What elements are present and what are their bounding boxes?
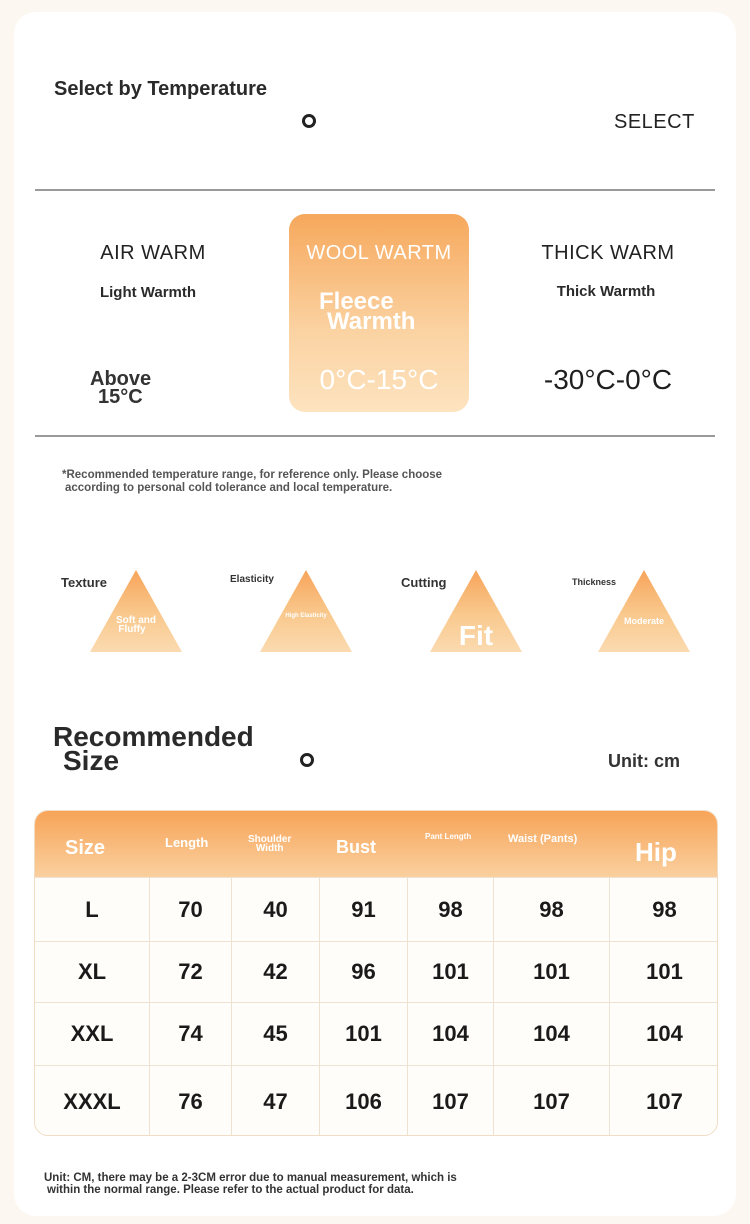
cell-waist: 98 xyxy=(493,878,609,941)
feature-value-thickness: Moderate xyxy=(623,616,664,626)
cell-pant-length: 98 xyxy=(407,878,493,941)
temp-option-desc: Light Warmth xyxy=(99,284,197,301)
cell-pant-length: 101 xyxy=(407,942,493,1002)
feature-label-thickness: Thickness xyxy=(572,577,617,587)
cell-size: XXL xyxy=(70,1021,114,1046)
temp-option-range xyxy=(90,370,151,406)
cell-hip: 107 xyxy=(609,1066,718,1136)
cell-hip: 101 xyxy=(609,942,718,1002)
table-row xyxy=(35,1065,717,1136)
header-hip: Hip xyxy=(635,837,677,867)
select-label[interactable]: SELECT xyxy=(614,111,695,133)
temp-option-name: WOOL WARTM xyxy=(306,242,452,264)
radio-circle-icon[interactable] xyxy=(302,114,316,128)
cell-shoulder-width: 42 xyxy=(231,942,319,1002)
temp-option-wool-warm[interactable] xyxy=(289,214,469,412)
feature-value-elasticity: High Elasticity xyxy=(285,613,327,619)
temp-option-air-warm[interactable] xyxy=(68,214,238,410)
desc-line-1: Fleece xyxy=(319,288,394,315)
header-bust: Bust xyxy=(336,837,376,857)
table-body xyxy=(35,877,717,1136)
temp-option-name: THICK WARM xyxy=(541,242,675,264)
cell-size: XL xyxy=(77,959,107,984)
cell-hip: 98 xyxy=(609,878,718,941)
cell-shoulder-width: 47 xyxy=(231,1066,319,1136)
divider-top xyxy=(35,189,715,191)
temp-option-desc xyxy=(319,288,416,335)
cell-bust: 106 xyxy=(319,1066,407,1136)
table-row xyxy=(35,1002,717,1065)
note-line-1: *Recommended temperature range, for reference only. Please choose xyxy=(62,469,443,481)
temp-option-desc: Thick Warmth xyxy=(556,283,656,300)
temp-option-thick-warm[interactable] xyxy=(520,214,696,410)
note-line-2: according to personal cold tolerance and local temperature. xyxy=(65,482,393,494)
range-line-1: Above xyxy=(90,368,152,390)
size-title-line-2: Size xyxy=(63,745,120,776)
feature-value-line-2: Fluffy xyxy=(118,624,146,635)
cell-waist: 107 xyxy=(493,1066,609,1136)
footer-line-1: Unit: CM, there may be a 2-3CM error due to manual measurement, which is xyxy=(44,1172,457,1184)
footer-note xyxy=(44,1172,684,1196)
cell-hip: 104 xyxy=(609,1003,718,1065)
unit-label: Unit: cm xyxy=(608,751,680,771)
temp-option-name: AIR WARM xyxy=(100,242,206,264)
cell-bust: 91 xyxy=(319,878,407,941)
cell-length: 76 xyxy=(149,1066,231,1136)
cell-shoulder-width: 45 xyxy=(231,1003,319,1065)
temperature-section-title: Select by Temperature xyxy=(54,78,268,100)
table-header xyxy=(35,811,717,877)
divider-bottom xyxy=(35,435,715,437)
size-title-line-1: Recommended xyxy=(53,721,254,752)
temperature-note xyxy=(62,469,682,495)
desc-line-2: Warmth xyxy=(327,308,416,335)
header-width: Width xyxy=(255,843,284,854)
feature-label-elasticity: Elasticity xyxy=(230,574,274,585)
header-pant-length: Pant Length xyxy=(425,832,472,841)
feature-label-texture: Texture xyxy=(61,575,107,590)
table-row xyxy=(35,877,717,941)
cell-length: 74 xyxy=(149,1003,231,1065)
cell-size: L xyxy=(85,896,99,922)
size-section-title xyxy=(53,721,254,776)
size-table xyxy=(34,810,718,1136)
table-row xyxy=(35,941,717,1002)
cell-pant-length: 107 xyxy=(407,1066,493,1136)
cell-waist: 104 xyxy=(493,1003,609,1065)
header-shoulder: Shoulder xyxy=(248,834,292,845)
feature-value-line-1: Soft and xyxy=(116,615,156,626)
cell-pant-length: 104 xyxy=(407,1003,493,1065)
cell-waist: 101 xyxy=(493,942,609,1002)
feature-label-cutting: Cutting xyxy=(401,575,447,590)
cell-length: 72 xyxy=(149,942,231,1002)
cell-bust: 96 xyxy=(319,942,407,1002)
cell-length: 70 xyxy=(149,878,231,941)
temp-option-range: -30°C-0°C xyxy=(543,364,673,395)
temp-option-range: 0°C-15°C xyxy=(319,364,439,395)
cell-shoulder-width: 40 xyxy=(231,878,319,941)
header-waist-pants: Waist (Pants) xyxy=(508,833,578,845)
feature-value-cutting: Fit xyxy=(458,620,494,651)
cell-size: XXXL xyxy=(63,1088,121,1114)
header-shoulder-width xyxy=(248,835,291,853)
range-line-2: 15°C xyxy=(98,386,143,408)
header-size: Size xyxy=(65,837,106,859)
header-length: Length xyxy=(165,835,209,850)
cell-bust: 101 xyxy=(319,1003,407,1065)
footer-line-2: within the normal range. Please refer to the actual product for data. xyxy=(47,1184,414,1196)
feature-value-texture xyxy=(90,616,182,634)
radio-circle-icon[interactable] xyxy=(300,753,314,767)
